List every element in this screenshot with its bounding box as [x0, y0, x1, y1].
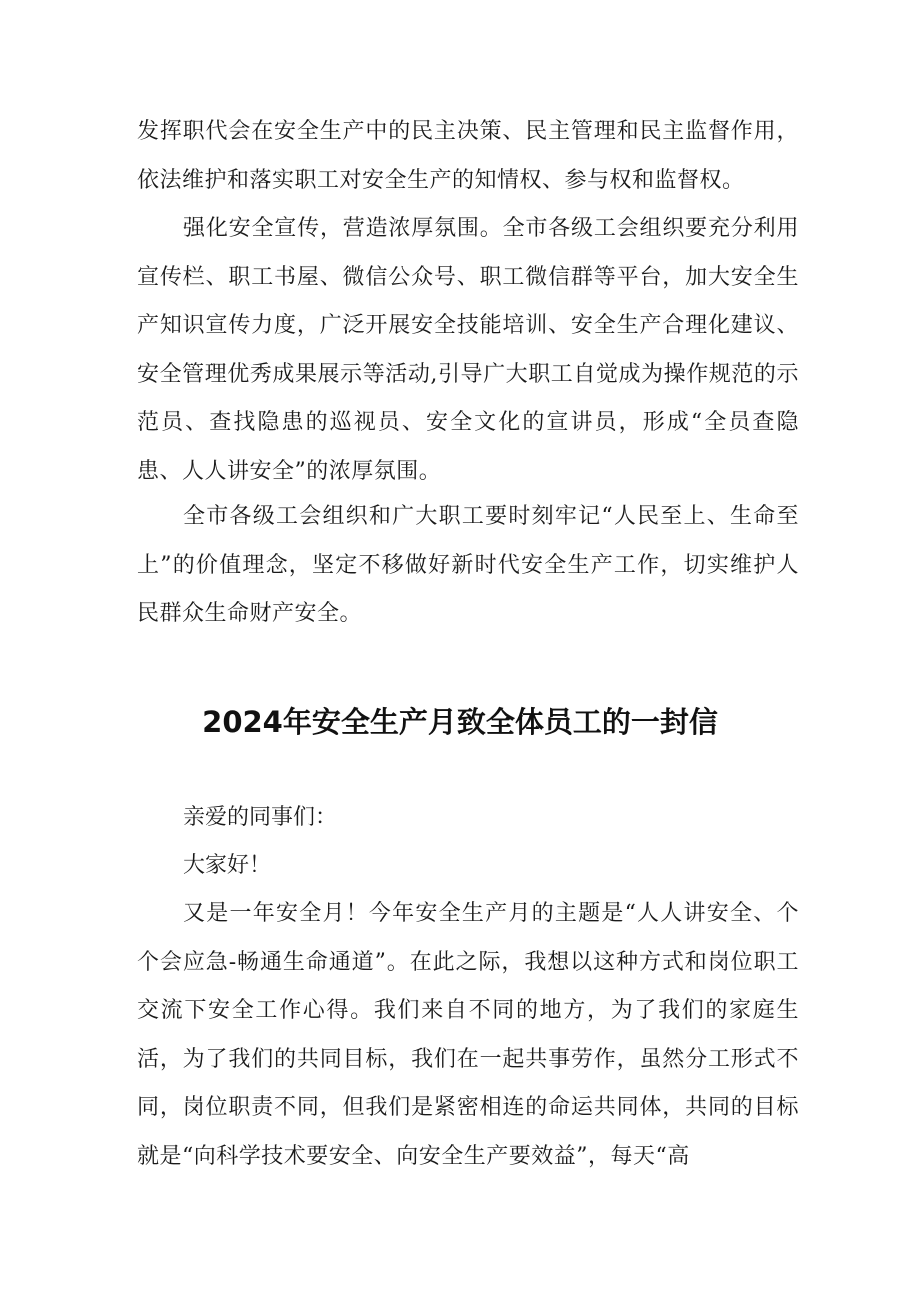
letter-title: 2024年安全生产月致全体员工的一封信 [202, 705, 718, 739]
paragraph-people-first: 全市各级工会组织和广大职工要时刻牢记“人民至上、生命至上”的价值理念，坚定不移做好新时代安全生产工作，切实维护人民群众生命财产安全。 [137, 504, 799, 626]
paragraph-workers-congress: 发挥职代会在安全生产中的民主决策、民主管理和民主监督作用，依法维护和落实职工对安全生产的知情权、参与权和监督权。 [137, 119, 799, 193]
letter-salutation: 亲爱的同事们： [183, 805, 338, 830]
letter-greeting: 大家好！ [183, 853, 272, 878]
letter-body-paragraph: 又是一年安全月！今年安全生产月的主题是“人人讲安全、个个会应急-畅通生命通道”。在此之际，我想以这种方式和岗位职工交流下安全工作心得。我们来自不同的地方，为了我们的家庭生活，为了我们的共同目标，我们在一起共事劳作，虽然分工形式不同，岗位职责不同，但我们是紧密相连的命运共同体，共同的目标就是“向科学技术要安全、向安全生产要效益”，每天“高 [137, 901, 799, 1169]
paragraph-safety-publicity: 强化安全宣传，营造浓厚氛围。全市各级工会组织要充分利用宣传栏、职工书屋、微信公众号、职工微信群等平台，加大安全生产知识宣传力度，广泛开展安全技能培训、安全生产合理化建议、安全管理优秀成果展示等活动,引导广大职工自觉成为操作规范的示范员、查找隐患的巡视员、安全文化的宣讲员，形成“全员查隐患、人人讲安全”的浓厚氛围。 [137, 216, 799, 484]
